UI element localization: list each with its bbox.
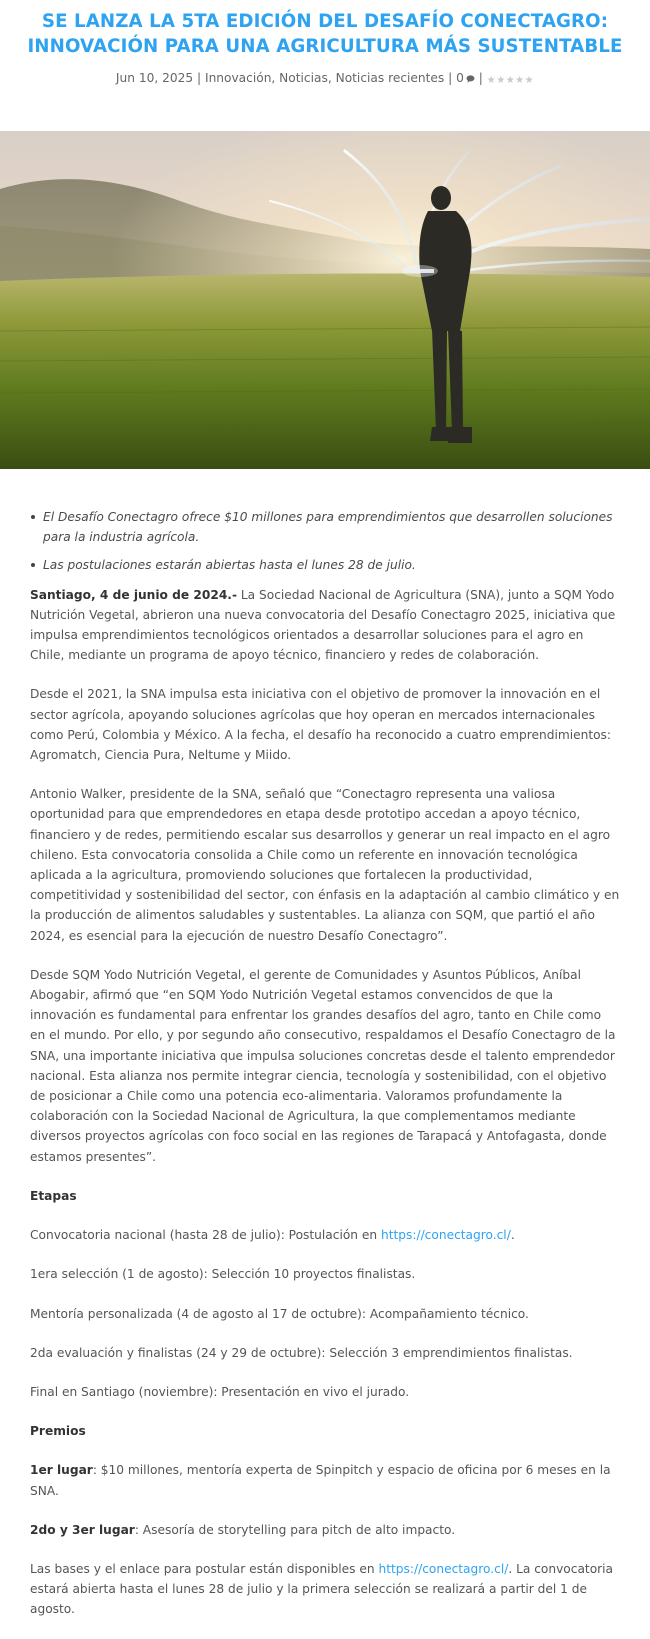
etapa-item-1 [30,1225,620,1245]
post-header [0,0,650,89]
premios-heading [30,1421,620,1441]
category-link-noticias[interactable]: Noticias [279,71,328,85]
paragraph-closing [30,1559,620,1620]
comment-count: 0 [456,71,464,85]
bullet-icon [31,515,35,519]
etapa-1-end: . [510,1228,515,1243]
premio-item-2 [30,1520,620,1540]
post-title [18,9,632,59]
article-body [30,507,620,1639]
conectagro-link[interactable]: https://conectagro.cl/ [381,1228,511,1243]
premio-1-text: : $10 millones, mentoría experta de Spinpitch y espacio de oficina por 6 meses en la SNA. [30,1463,611,1498]
premio-2-lead: 2do y 3er lugar [30,1522,135,1537]
closing-end: . La convocatoria estará abierta hasta el lunes 28 de julio y la primera selección se realizará a partir del 1 de agosto. [30,1561,614,1617]
conectagro-link[interactable]: https://conectagro.cl/ [378,1561,509,1576]
paragraph-intro-text: La Sociedad Nacional de Agricultura (SNA), junto a SQM Yodo Nutrición Vegetal, abrieron una nueva convocatoria del Desafío Conectagro 2025, iniciativa que impulsa emprendimientos tecnológicos orientados a desarrollar soluciones para el agro en Chile, mediante un programa de apoyo técnico, financiero y redes de colaboración. [30,587,616,663]
summary-bullet-2: Las postulaciones estarán abiertas hasta el lunes 28 de julio. [43,558,416,573]
rating-stars-icon: ★★★★★ [486,75,535,86]
paragraph-quote-walker: Antonio Walker, presidente de la SNA, señaló que “Conectagro representa una valiosa oportunidad para que emprendedores en etapa desde prototipo accedan a apoyo técnico, financiero y de redes, permitiendo escalar sus desarrollos y generar un real impacto en el agro chileno. Esta convocatoria consolida a Chile como un referente en innovación tecnológica aplicada a la agricultura, promoviendo soluciones que fortalecen la productividad, competitividad y sostenibilidad del sector, con énfasis en la adaptación al cambio climático y en la producción de alimentos saludables y sustentables. La alianza con SQM, que partió el año 2024, es esencial para la ejecución de nuestro Desafío Conectagro”. [30,787,620,943]
category-link-noticias-recientes[interactable]: Noticias recientes [335,71,445,85]
post-title-line-1: SE LANZA LA 5TA EDICIÓN DEL DESAFÍO CONECTAGRO: [41,11,609,32]
farmer-laptop-field-image [0,131,650,469]
post-meta: Jun 10, 2025 | Innovación, Noticias, Noticias recientes | 0 | ★★★★★ [0,70,650,89]
etapa-item-3: Mentoría personalizada (4 de agosto al 17 de octubre): Acompañamiento técnico. [30,1306,529,1321]
etapa-item-4: 2da evaluación y finalistas (24 y 29 de octubre): Selección 3 emprendimientos finalistas. [30,1345,573,1360]
etapas-heading-text: Etapas [30,1188,77,1203]
etapa-1-text: Convocatoria nacional (hasta 28 de julio): Postulación en [30,1228,381,1243]
bullet-icon [31,563,35,567]
paragraph-quote-abogabir: Desde SQM Yodo Nutrición Vegetal, el gerente de Comunidades y Asuntos Públicos, Aníbal Abogabir, afirmó que “en SQM Yodo Nutrición Vegetal estamos convencidos de que la innovación es fundamental para enfrentar los grandes desafíos del agro, tanto en Chile como en el mundo. Por ello, y por segundo año consecutivo, respaldamos el Desafío Conectagro de la SNA, una importante iniciativa que impulsa soluciones concretas desde el talento emprendedor nacional. Esta alianza nos permite integrar ciencia, tecnología y sostenibilidad, con el objetivo de posicionar a Chile como una potencia eco-alimentaria. Valoramos profundamente la colaboración con la Sociedad Nacional de Agricultura, la que complementamos mediante diversos proyectos agrícolas con foco social en las regiones de Tarapacá y Antofagasta, donde estamos presentes”. [30,967,616,1164]
premio-1-lead: 1er lugar [30,1463,93,1478]
paragraph-history: Desde el 2021, la SNA impulsa esta iniciativa con el objetivo de promover la innovación en el sector agrícola, apoyando soluciones agrícolas que hoy operan en mercados internacionales como Perú, Colombia y México. A la fecha, el desafío ha reconocido a cuatro emprendimientos: Agromatch, Ciencia Pura, Neltume y Miido. [30,687,612,763]
list-item [43,507,620,547]
summary-list [30,507,620,576]
list-item [43,555,620,575]
etapa-item-2: 1era selección (1 de agosto): Selección 10 proyectos finalistas. [30,1267,416,1282]
premio-item-1 [30,1460,620,1500]
etapas-heading [30,1186,620,1206]
post-date: Jun 10, 2025 [115,71,194,85]
post-title-line-2: INNOVACIÓN PARA UNA AGRICULTURA MÁS SUSTENTABLE [27,36,623,57]
etapa-item-5: Final en Santiago (noviembre): Presentación en vivo el jurado. [30,1384,410,1399]
category-link-innovacion[interactable]: Innovación [204,71,272,85]
meta-separator: | [448,71,453,85]
comment-icon [466,75,475,83]
dateline: Santiago, 4 de junio de 2024.- [30,587,237,602]
meta-separator: | [478,71,483,85]
summary-bullet-1: El Desafío Conectagro ofrece $10 millones para emprendimientos que desarrollen soluciones para la industria agrícola. [43,510,613,545]
comment-count-link[interactable] [456,71,475,85]
premio-2-text: : Asesoría de storytelling para pitch de alto impacto. [134,1522,456,1537]
premios-heading-text: Premios [30,1424,86,1439]
hero-image [0,131,650,469]
closing-text: Las bases y el enlace para postular están disponibles en [30,1561,379,1576]
meta-separator: | [196,71,202,85]
paragraph-intro [30,585,620,666]
